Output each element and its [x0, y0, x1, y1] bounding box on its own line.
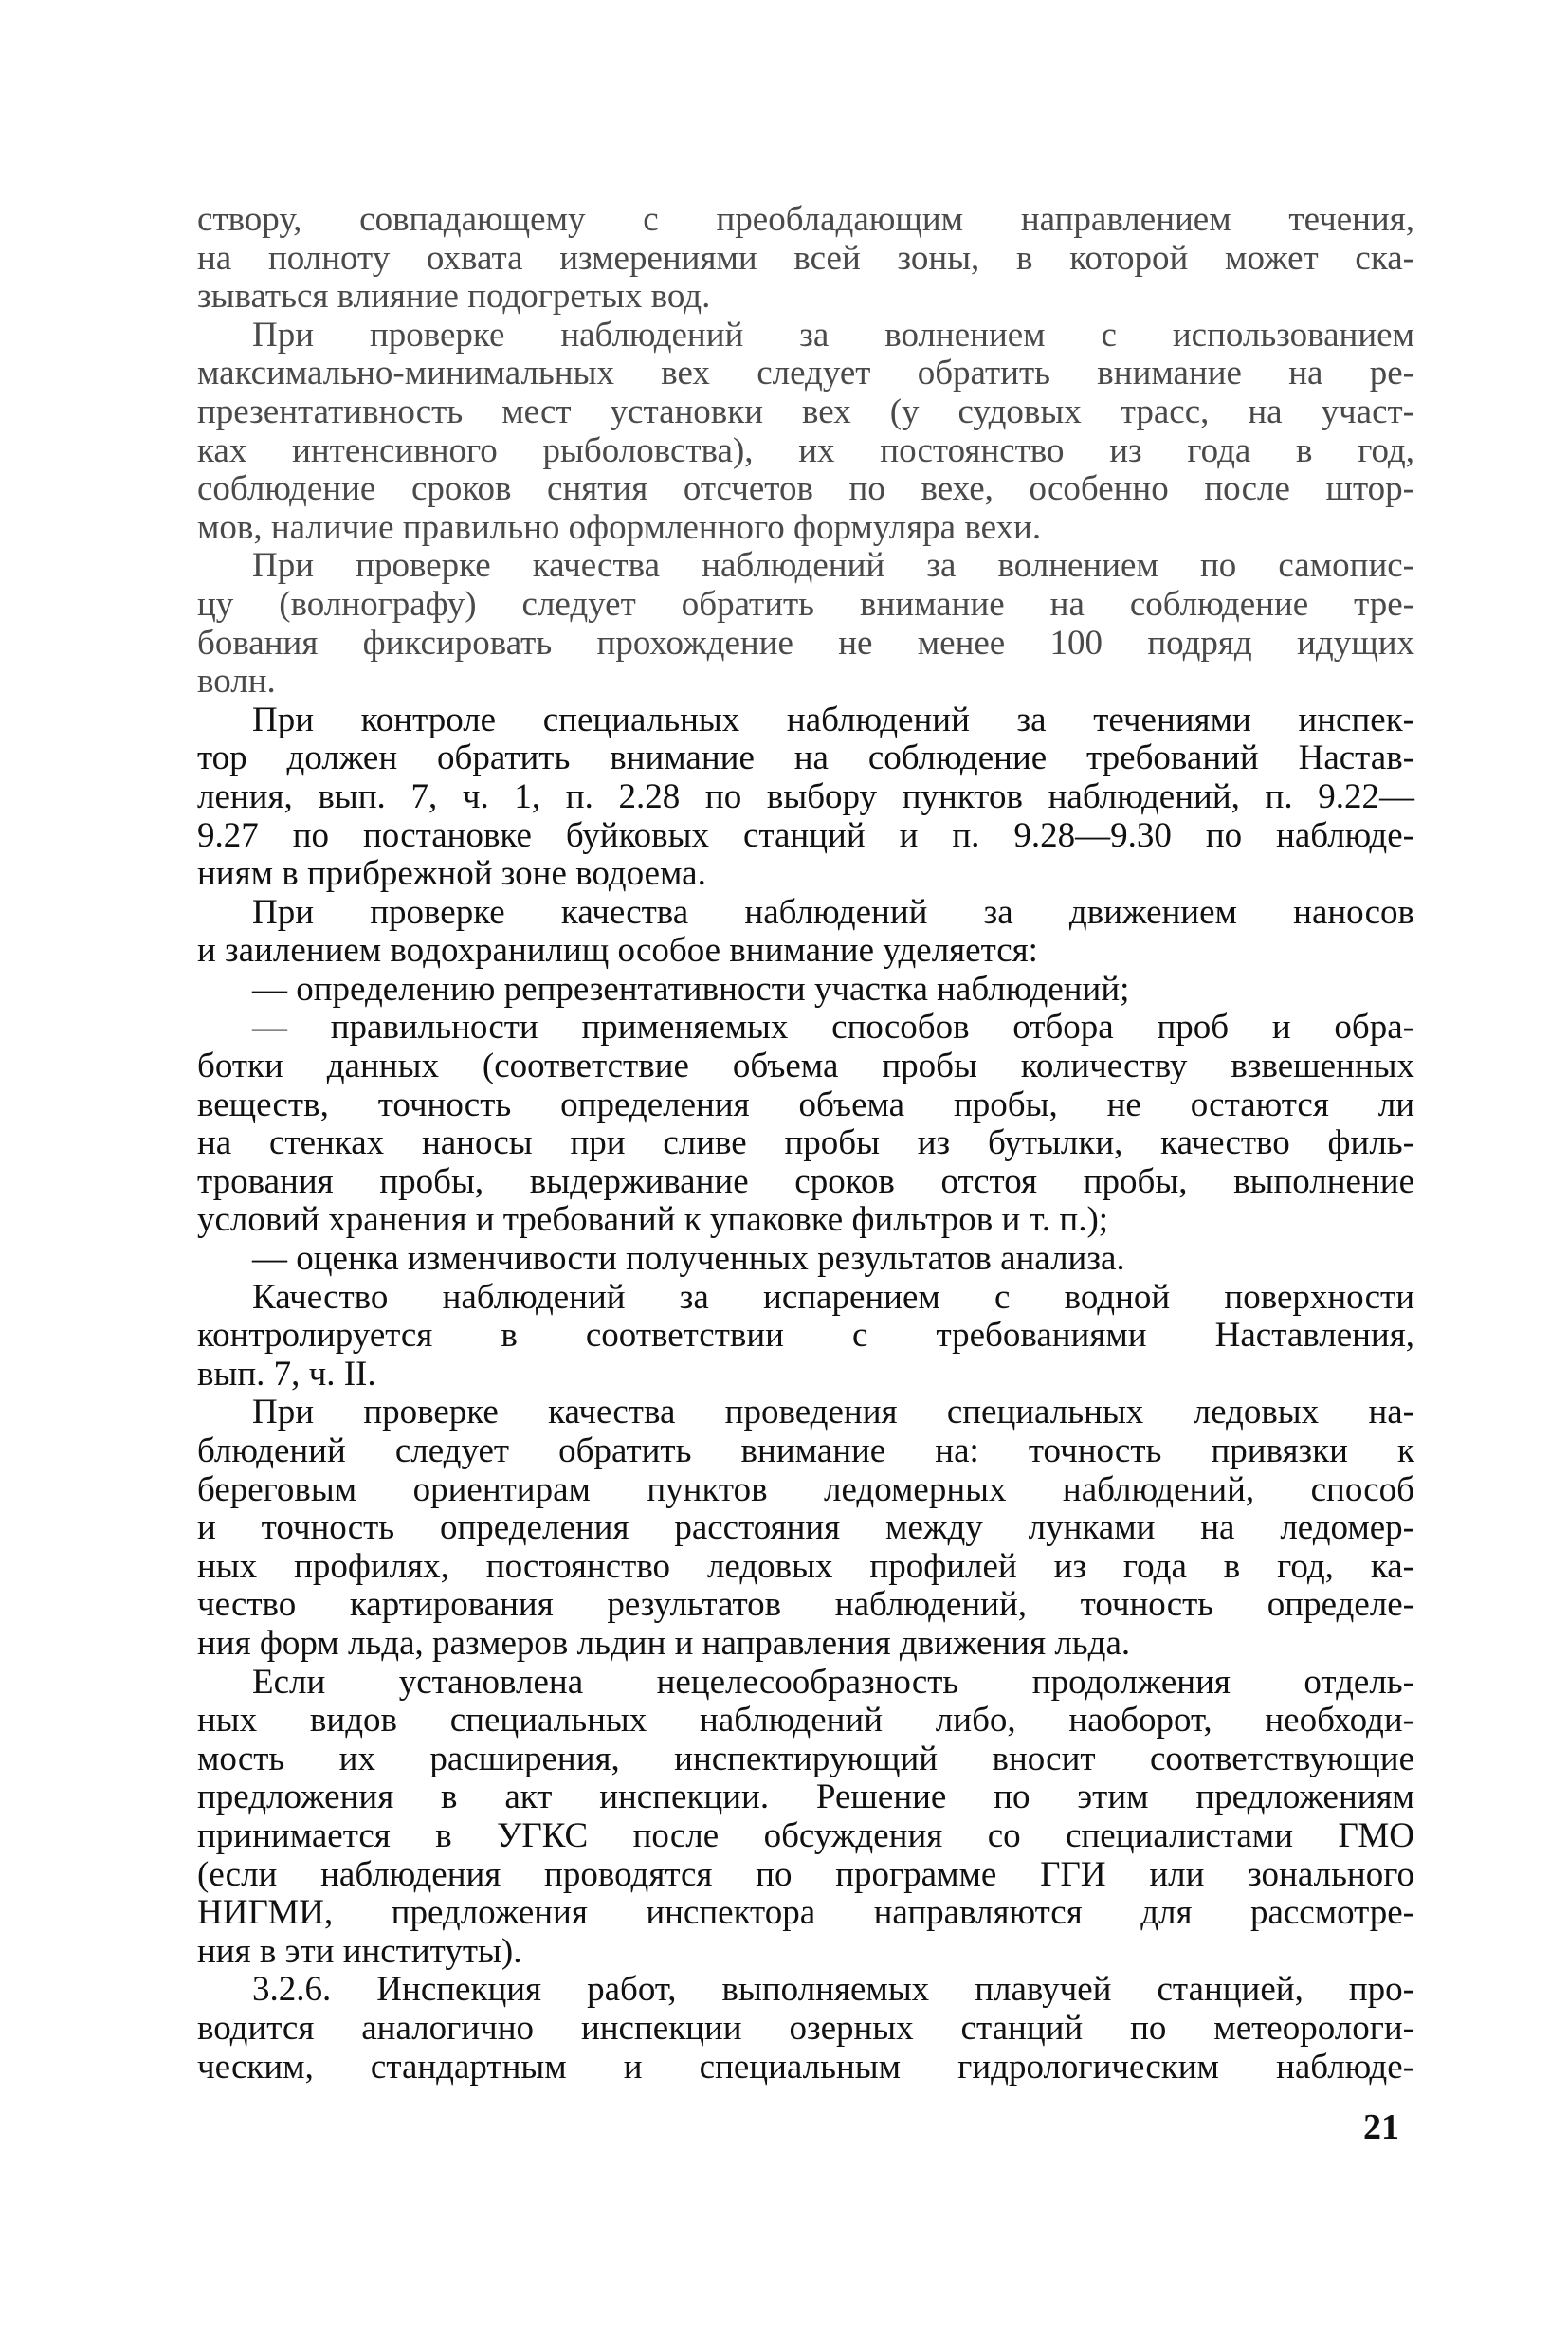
text-line: Качество наблюдений за испарением с водной поверхности — [252, 1277, 1414, 1317]
text-line: — определению репрезентативности участка наблюдений; — [252, 969, 1130, 1009]
text-line: (если наблюдения проводятся по программе ГГИ или зонального — [197, 1854, 1414, 1894]
text-line: тор должен обратить внимание на соблюдение требований Настав- — [197, 738, 1414, 778]
text-line: ках интенсивного рыболовства), их постоянство из года в год, — [197, 430, 1414, 470]
text-line: презентативность мест установки вех (у судовых трасс, на участ- — [197, 392, 1414, 431]
paragraph — [197, 894, 1414, 971]
text-line: ных видов специальных наблюдений либо, наоборот, необходи- — [197, 1701, 1414, 1740]
paragraph — [197, 547, 1414, 701]
document-body — [197, 201, 1414, 2087]
text-line: условий хранения и требований к упаковке фильтров и т. п.); — [197, 1200, 1109, 1240]
paragraph — [197, 1394, 1414, 1663]
text-line: бования фиксировать прохождение не менее 100 подряд идущих — [197, 623, 1414, 663]
text-line: волн. — [197, 662, 276, 702]
text-line: вып. 7, ч. II. — [197, 1354, 376, 1394]
text-line: ботки данных (соответствие объема пробы количеству взвешенных — [197, 1047, 1414, 1086]
text-line: ния форм льда, размеров льдин и направления движения льда. — [197, 1623, 1131, 1663]
text-line: мов, наличие правильно оформленного формуляра вехи. — [197, 507, 1042, 547]
text-line: ных профилях, постоянство ледовых профилей из года в год, ка- — [197, 1546, 1414, 1586]
paragraph — [197, 1279, 1414, 1394]
text-line: на полноту охвата измерениями всей зоны, в которой может ска- — [197, 238, 1414, 278]
text-line: — оценка изменчивости полученных результатов анализа. — [252, 1239, 1125, 1279]
text-line: на стенках наносы при сливе пробы из бутылки, качество филь- — [197, 1123, 1414, 1163]
text-line: ческим, стандартным и специальным гидрологическим наблюде- — [197, 2047, 1414, 2087]
text-line: соблюдение сроков снятия отсчетов по вехе, особенно после штор- — [197, 469, 1414, 509]
text-line: цу (волнографу) следует обратить внимание на соблюдение тре- — [197, 584, 1414, 624]
text-line: При контроле специальных наблюдений за течениями инспек- — [252, 700, 1414, 739]
paragraph — [197, 1664, 1414, 1972]
text-line: При проверке наблюдений за волнением с использованием — [252, 315, 1414, 355]
paragraph — [197, 201, 1414, 317]
text-line: блюдений следует обратить внимание на: точность привязки к — [197, 1431, 1414, 1470]
page-number: 21 — [1363, 2107, 1399, 2147]
text-line: принимается в УГКС после обсуждения со специалистами ГМО — [197, 1815, 1414, 1855]
text-line: береговым ориентирам пунктов ледомерных наблюдений, способ — [197, 1469, 1414, 1509]
paragraph — [197, 1009, 1414, 1240]
text-line: трования пробы, выдерживание сроков отстоя пробы, выполнение — [197, 1161, 1414, 1201]
text-line: веществ, точность определения объема пробы, не остаются ли — [197, 1084, 1414, 1124]
text-line: чество картирования результатов наблюдений, точность определе- — [197, 1585, 1414, 1625]
text-line: При проверке качества наблюдений за движением наносов — [252, 892, 1414, 932]
text-line: мость их расширения, инспектирующий вносит соответствующие — [197, 1739, 1414, 1778]
text-line: НИГМИ, предложения инспектора направляются для рассмотре- — [197, 1893, 1414, 1933]
text-line: ления, вып. 7, ч. 1, п. 2.28 по выбору пунктов наблюдений, п. 9.22— — [197, 776, 1414, 816]
text-line: ния в эти институты). — [197, 1931, 522, 1971]
text-line: предложения в акт инспекции. Решение по этим предложениям — [197, 1777, 1414, 1817]
paragraph — [197, 702, 1414, 894]
text-line: При проверке качества проведения специальных ледовых на- — [252, 1393, 1414, 1432]
text-line: максимально-минимальных вех следует обратить внимание на ре- — [197, 354, 1414, 393]
paragraph — [197, 317, 1414, 548]
text-line: створу, совпадающему с преобладающим направлением течения, — [197, 200, 1414, 239]
text-line: 9.27 по постановке буйковых станций и п. 9.28—9.30 по наблюде- — [197, 815, 1414, 855]
text-line: При проверке качества наблюдений за волнением по самопис- — [252, 546, 1414, 586]
text-line: ниям в прибрежной зоне водоема. — [197, 854, 706, 894]
text-line: зываться влияние подогретых вод. — [197, 277, 711, 317]
text-line: Если установлена нецелесообразность продолжения отдель- — [252, 1662, 1414, 1702]
paragraph — [197, 1240, 1414, 1279]
paragraph — [197, 1971, 1414, 2087]
paragraph — [197, 971, 1414, 1010]
text-line: — правильности применяемых способов отбора проб и обра- — [252, 1008, 1414, 1048]
text-line: 3.2.6. Инспекция работ, выполняемых плавучей станцией, про- — [252, 1970, 1414, 2010]
text-line: контролируется в соответствии с требованиями Наставления, — [197, 1316, 1414, 1356]
text-line: и заилением водохранилищ особое внимание уделяется: — [197, 931, 1038, 971]
text-line: и точность определения расстояния между лунками на ледомер- — [197, 1508, 1414, 1548]
text-line: водится аналогично инспекции озерных станций по метеорологи- — [197, 2008, 1414, 2048]
